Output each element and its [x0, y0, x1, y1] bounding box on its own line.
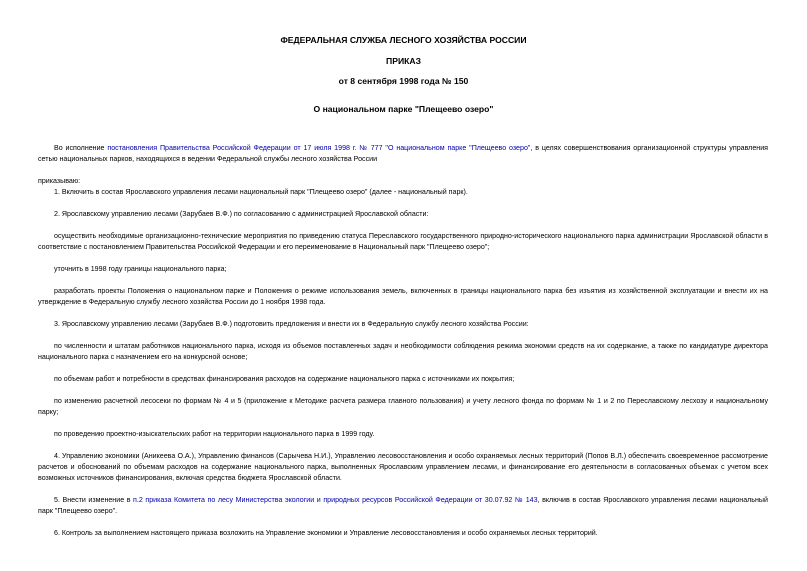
paragraph-5-suffix: , включив в состав Ярославского управления лесами национальный парк "Плещеево озеро".	[38, 496, 768, 515]
paragraph-3	[38, 319, 768, 330]
paragraph-3d	[38, 429, 768, 440]
paragraph-3b	[38, 374, 768, 385]
agency-name: ФЕДЕРАЛЬНАЯ СЛУЖБА ЛЕСНОГО ХОЗЯЙСТВА РОССИИ	[280, 35, 527, 45]
paragraph-2c	[38, 286, 768, 308]
paragraph-2a	[38, 231, 768, 253]
orders-line	[38, 176, 768, 187]
paragraph-1	[38, 187, 768, 198]
paragraph-2a-text: осуществить необходимые организационно-технические мероприятия по приведению статуса Переславского государственного природно-исторического национального парка администрации Ярославской области в соответствие с постановлением Правительства Российской Федерации и его переименование в Национальный парк "Плещеево озеро";	[38, 232, 768, 251]
paragraph-4-text: 4. Управлению экономики (Аникеева О.А.), Управлению финансов (Сарычева Н.И.), Управлению лесовосстановления и особо охраняемых лесных территорий (Попов В.Л.) обеспечить своевременное рассмотрение расчетов и обоснований по объемам расходов на содержание национального парка, выполненных Ярославским управлением лесами, и финансирование его деятельности в согласованных объемах с учетом всех возможных источников финансирования, включая средства бюджета Ярославской области.	[38, 452, 768, 482]
paragraph-3c-text: по изменению расчетной лесосеки по формам № 4 и 5 (приложение к Методике расчета размера главного пользования) и учету лесного фонда по формам № 1 и 2 по Переславскому лесхозу и национальному парку;	[38, 397, 768, 416]
paragraph-4	[38, 451, 768, 484]
document-title: О национальном парке "Плещеево озеро"	[313, 104, 494, 114]
paragraph-3-text: 3. Ярославскому управлению лесами (Зарубаев В.Ф.) подготовить предложения и внести их в Федеральную службу лесного хозяйства России:	[54, 320, 529, 328]
intro-suffix: , в целях совершенствования организационной структуры управления сетью национальных парков, находящихся в ведении Федеральной службы лесного хозяйства России	[38, 144, 768, 163]
document-type: ПРИКАЗ	[386, 56, 421, 66]
order-143-link[interactable]: п.2 приказа Комитета по лесу Министерства экологии и природных ресурсов Российской Федерации от 30.07.92 № 143	[133, 496, 538, 504]
paragraph-3a	[38, 341, 768, 363]
paragraph-2c-text: разработать проекты Положения о национальном парке и Положения о режиме использования земель, включенных в границы национального парка без изъятия из хозяйственной эксплуатации и внести их на утверждение в Федеральную службу лесного хозяйства России до 1 ноября 1998 года.	[38, 287, 768, 306]
paragraph-2b	[38, 264, 768, 275]
paragraph-1-text: 1. Включить в состав Ярославского управления лесами национальный парк "Плещеево озеро" (далее - национальный парк).	[54, 188, 468, 196]
paragraph-2b-text: уточнить в 1998 году границы национального парка;	[54, 265, 227, 273]
paragraph-3b-text: по объемам работ и потребности в средствах финансирования расходов на содержание национального парка с источниками их покрытия;	[54, 375, 515, 383]
paragraph-2-text: 2. Ярославскому управлению лесами (Зарубаев В.Ф.) по согласованию с администрацией Ярославской области:	[54, 210, 429, 218]
paragraph-3c	[38, 396, 768, 418]
paragraph-6-text: 6. Контроль за выполнением настоящего приказа возложить на Управление экономики и Управление лесовосстановления и особо охраняемых лесных территорий.	[54, 529, 598, 537]
orders-text: приказываю:	[38, 177, 81, 185]
paragraph-5-prefix: 5. Внести изменение в	[54, 496, 134, 504]
intro-prefix: Во исполнение	[54, 144, 108, 152]
document-date-number: от 8 сентября 1998 года № 150	[338, 76, 469, 86]
paragraph-3d-text: по проведению проектно-изыскательских работ на территории национального парка в 1999 году.	[54, 430, 375, 438]
paragraph-3a-text: по численности и штатам работников национального парка, исходя из объемов поставленных задач и необходимости соблюдения режима экономии средств на их содержание, а также по кандидатуре директора национального парка с назначением его на конкурсной основе;	[38, 342, 768, 361]
decree-link[interactable]: постановления Правительства Российской Федерации от 17 июля 1998 г. № 777 "О национальном парке "Плещеево озеро"	[107, 144, 531, 152]
paragraph-2	[38, 209, 768, 220]
paragraph-5	[38, 495, 768, 517]
intro-paragraph	[38, 143, 768, 165]
paragraph-6	[38, 528, 768, 539]
